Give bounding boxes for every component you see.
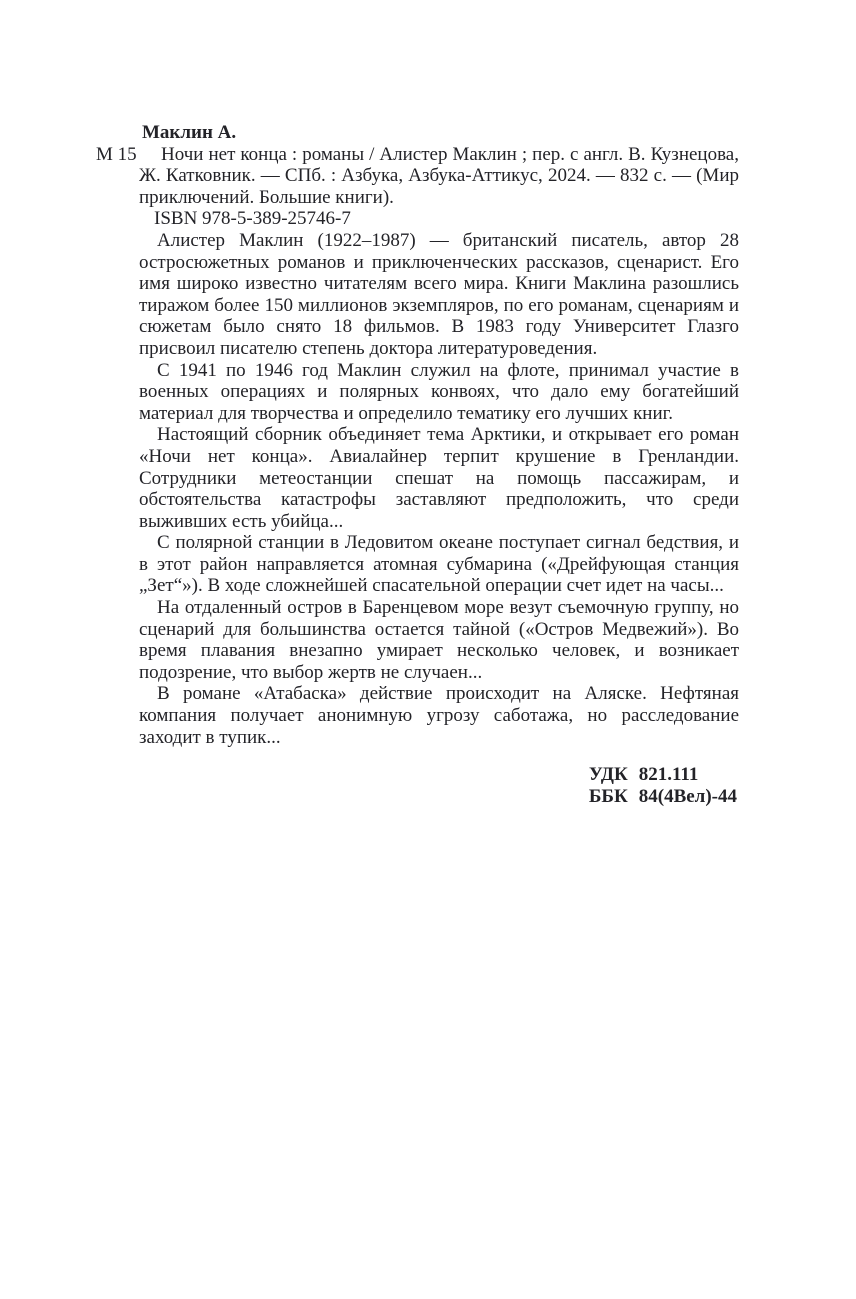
annotation-paragraph-bear-island: На отдаленный остров в Баренцевом море везут съемочную группу, но сценарий для большинства остается тайной («Остров Медвежий»). Во время плавания внезапно умирает несколько человек, и возникает подозрение, что выбор жертв не случаен... — [139, 597, 739, 683]
bibliographic-record — [96, 143, 739, 209]
isbn-line: ISBN 978-5-389-25746-7 — [154, 208, 351, 230]
author-heading: Маклин А. — [142, 122, 237, 143]
annotation-paragraph-ice-station-zebra: С полярной станции в Ледовитом океане поступает сигнал бедствия, и в этот район направляется атомная субмарина («Дрейфующая станция „Зет“»). В ходе сложнейшей спасательной операции счет идет на часы... — [139, 532, 739, 597]
classification-codes — [589, 764, 737, 807]
annotation-paragraph-athabasca: В романе «Атабаска» действие происходит на Аляске. Нефтяная компания получает анонимную угрозу саботажа, но расследование заходит в тупик... — [139, 683, 739, 748]
udk-label: УДК — [588, 764, 628, 786]
bbk-line — [589, 786, 737, 808]
bibliographic-record-text: Ночи нет конца : романы / Алистер Маклин ; пер. с англ. В. Кузнецова, Ж. Катковник. — СПб. : Азбука, Азбука-Аттикус, 2024. — 832 с. — (Мир приключений. Большие книги). — [139, 143, 739, 208]
udk-value: 821.111 — [638, 764, 699, 786]
author-sign: М 15 — [96, 143, 137, 165]
text-block — [96, 122, 739, 807]
annotation-paragraph-navy: С 1941 по 1946 год Маклин служил на флоте, принимал участие в военных операциях и полярных конвоях, что дало ему богатейший материал для творчества и определило тематику его лучших книг. — [139, 359, 739, 424]
annotation-paragraph-bio: Алистер Маклин (1922–1987) — британский писатель, автор 28 остросюжетных романов и приключенческих рассказов, сценарист. Его имя широко известно читателям всего мира. Книги Маклина разошлись тиражом более 150 миллионов экземпляров, по его романам, сценариям и сюжетам было снято 18 фильмов. В 1983 году Университет Глазго присвоил писателю степень доктора литературоведения. — [139, 229, 739, 359]
bbk-value: 84(4Вел)-44 — [638, 785, 737, 807]
annotation-paragraph-night-without-end: Настоящий сборник объединяет тема Арктики, и открывает его роман «Ночи нет конца». Авиалайнер терпит крушение в Гренландии. Сотрудники метеостанции спешат на помощь пассажирам, и обстоятельства катастрофы заставляют предположить, что среди выживших есть убийца... — [139, 424, 739, 532]
udk-line — [589, 764, 737, 786]
bbk-label: ББК — [588, 785, 628, 807]
